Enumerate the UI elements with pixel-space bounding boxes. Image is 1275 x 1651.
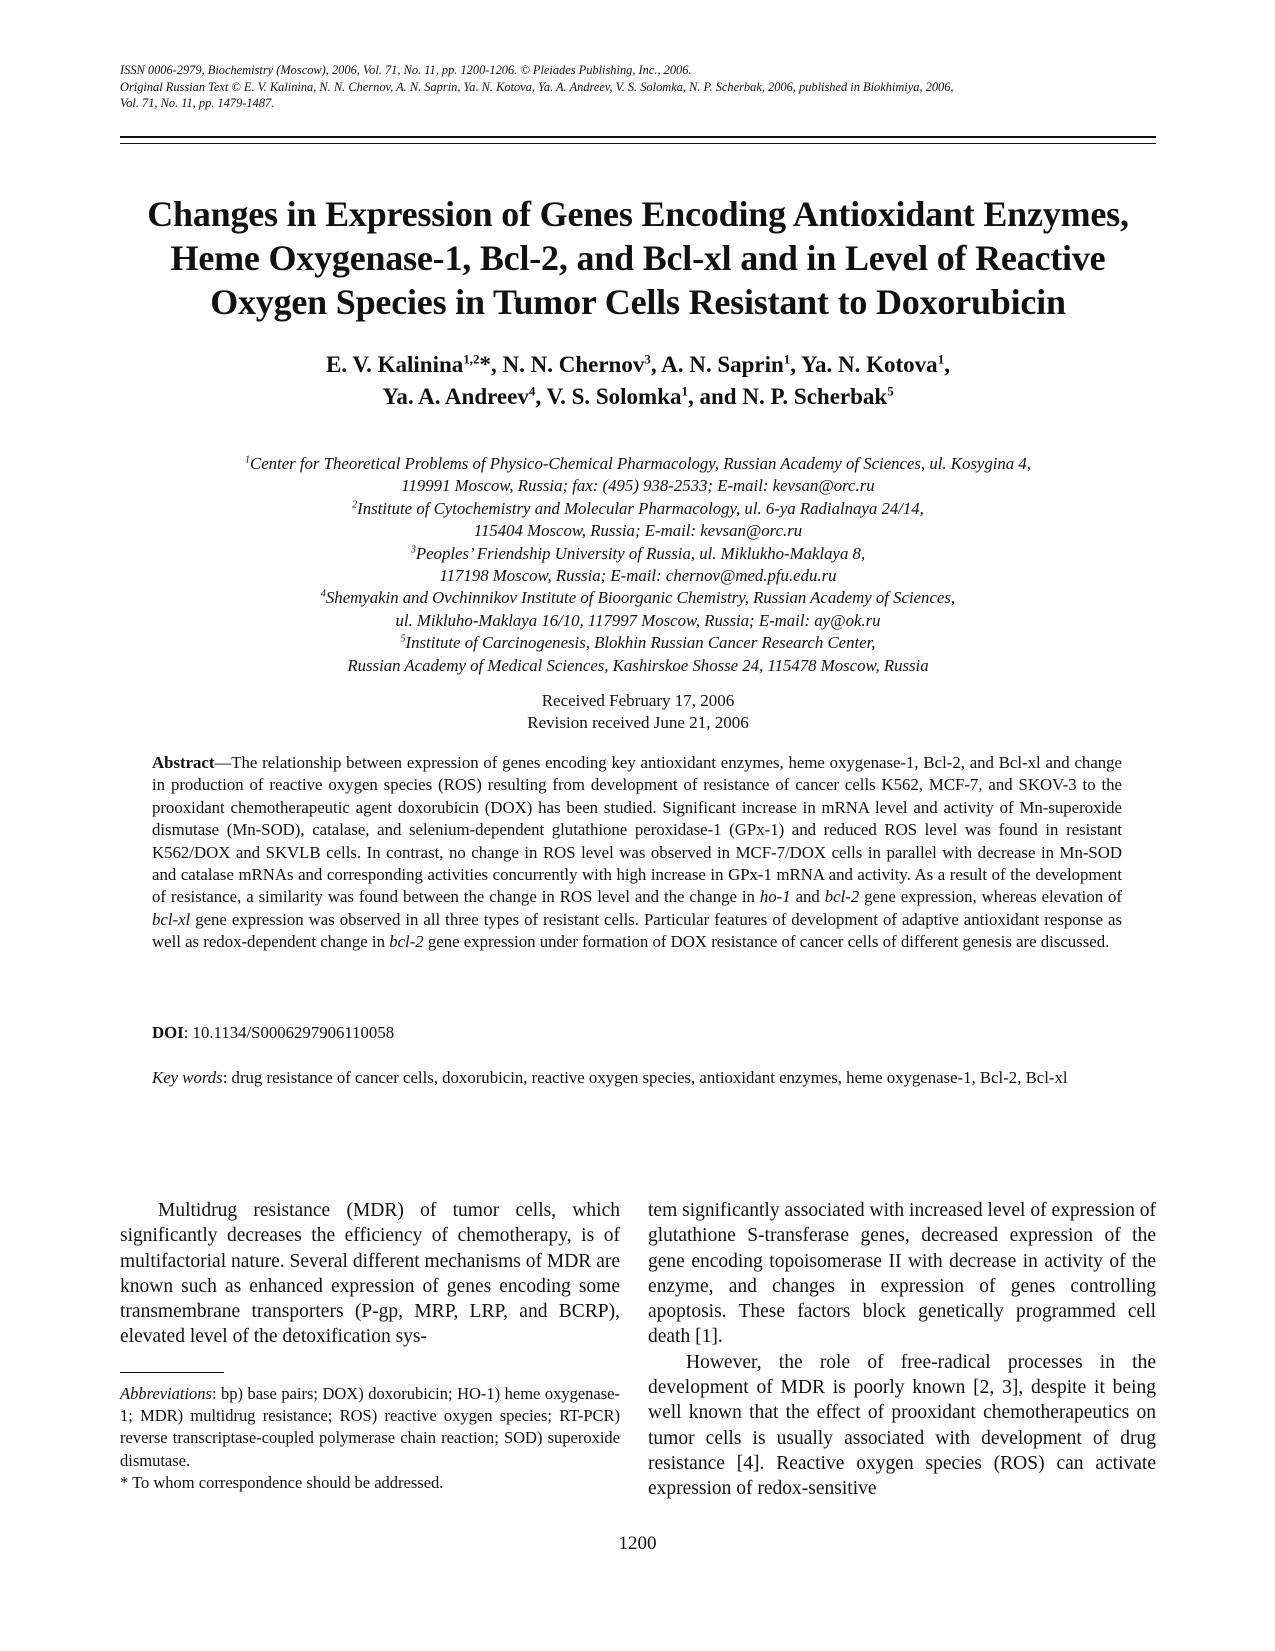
affiliation-text: Institute of Cytochemistry and Molecular Pharmacology, ul. 6-ya Radialnaya 24/14, (357, 498, 924, 518)
author-name: A. N. Saprin (661, 352, 784, 377)
correspondence-footnote: * To whom correspondence should be addressed. (120, 1472, 444, 1492)
keywords-value: : drug resistance of cancer cells, doxorubicin, reactive oxygen species, antioxidant enzymes, heme oxygenase-1, Bcl-2, Bcl-xl (222, 1068, 1068, 1087)
abstract-text: and (790, 887, 825, 907)
author-separator: , (944, 352, 950, 377)
author-affil-sup: 5 (887, 383, 894, 399)
author-separator: , (535, 384, 547, 409)
affiliation-sup: 1 (245, 454, 250, 466)
journal-header (120, 62, 1160, 112)
revision-date: Revision received June 21, 2006 (527, 713, 749, 732)
body-paragraph: Multidrug resistance (MDR) of tumor cells, which significantly decreases the efficiency of chemotherapy, is of multifactorial nature. Several different mechanisms of MDR are known such as enhanced expression of genes encoding some transmembrane transporters (P-gp, MRP, LRP, and BCRP), elevated level of the detoxification sys- (120, 1200, 620, 1348)
author-line-2 (100, 381, 1176, 413)
affiliation-line: Russian Academy of Medical Sciences, Kashirskoe Shosse 24, 115478 Moscow, Russia (347, 655, 929, 675)
abbreviations-footnote (120, 1383, 620, 1472)
body-paragraph: tem significantly associated with increased level of expression of glutathione S-transferase genes, decreased expression of the gene encoding topoisomerase II with decrease in activity of the enzyme, and changes in expression of genes controlling apoptosis. These factors block genetically programmed cell death [1]. (648, 1200, 1156, 1348)
affiliation-line (120, 498, 1156, 520)
author-list (100, 349, 1176, 413)
author-name: N. P. Scherbak (742, 384, 888, 409)
gene-name: bcl-2 (389, 932, 424, 952)
abbreviations-label: Abbreviations (120, 1384, 212, 1403)
abstract-text: gene expression, whereas elevation of (859, 887, 1123, 907)
doi (152, 1022, 1122, 1044)
abstract-text: —The relationship between expression of genes encoding key antioxidant enzymes, heme oxygenase-1, Bcl-2, and Bcl-xl and change in production of reactive oxygen species (ROS) resulting from development of resistance of cancer cells K562, MCF-7, and SKOV-3 to the prooxidant chemotherapeutic agent doxorubicin (DOX) has been studied. Significant increase in mRNA level and activity of Mn-superoxide dismutase (Mn-SOD), catalase, and selenium-dependent glutathione peroxidase-1 (GPx-1) and reduced ROS level was found in resistant K562/DOX and SKVLB cells. In contrast, no change in ROS level was observed in MCF-7/DOX cells in parallel with decrease in Mn-SOD and catalase mRNAs and corresponding activities concurrently with high increase in GPx-1 mRNA and activity. As a result of the development of resistance, a similarity was found between the change in ROS level and the change in (152, 753, 1122, 907)
affiliation-text: Institute of Carcinogenesis, Blokhin Russian Cancer Research Center, (405, 633, 876, 653)
author-separator: , and (688, 384, 743, 409)
body-paragraph: However, the role of free-radical processes in the development of MDR is poorly known [2, 3], despite it being well known that the effect of prooxidant chemotherapeutics on tumor cells is usually associated with development of drug resistance [4]. Reactive oxygen species (ROS) can activate expression of redox-sensitive (648, 1351, 1156, 1500)
affiliation-sup: 2 (352, 499, 358, 511)
doi-label: DOI (152, 1023, 184, 1042)
affiliation-line (120, 587, 1156, 609)
keywords-label: Key words (152, 1068, 223, 1087)
author-separator: , (650, 352, 662, 377)
author-name: Ya. A. Andreev (382, 384, 529, 409)
affiliation-line: 117198 Moscow, Russia; E-mail: chernov@med.pfu.edu.ru (439, 566, 837, 586)
body-column-right (648, 1198, 1156, 1502)
received-date: Received February 17, 2006 (541, 691, 735, 710)
body-column-left (120, 1198, 620, 1350)
header-line-1: ISSN 0006-2979, Biochemistry (Moscow), 2006, Vol. 71, No. 11, pp. 1200-1206. © Pleiades Publishing, Inc., 2006. (120, 63, 692, 77)
affiliation-line: ul. Mikluho-Maklaya 16/10, 117997 Moscow, Russia; E-mail: ay@ok.ru (395, 610, 881, 630)
affiliation-line (120, 543, 1156, 565)
affiliation-sup: 3 (410, 544, 416, 556)
author-line-1 (100, 349, 1176, 381)
footnote-rule (120, 1372, 224, 1373)
header-rule-thick (120, 136, 1156, 138)
author-name: Ya. N. Kotova (800, 352, 938, 377)
keywords (152, 1067, 1122, 1089)
affiliation-text: Center for Theoretical Problems of Physico-Chemical Pharmacology, Russian Academy of Sciences, ul. Kosygina 4, (250, 454, 1031, 473)
abstract-text: gene expression was observed in all three types of resistant cells. Particular features of development of adaptive antioxidant response as well as redox-dependent change in (152, 909, 1122, 952)
affiliation-text: Peoples’ Friendship University of Russia, ul. Miklukho-Maklaya 8, (415, 543, 866, 563)
title-line-3: Oxygen Species in Tumor Cells Resistant to Doxorubicin (210, 282, 1066, 322)
affiliation-text: Shemyakin and Ovchinnikov Institute of Bioorganic Chemistry, Russian Academy of Sciences, (325, 588, 956, 608)
author-affil-sup: 3 (644, 351, 651, 367)
author-separator: *, (479, 352, 503, 377)
affiliation-line (120, 453, 1156, 475)
article-dates (120, 690, 1156, 734)
author-affil-sup: 4 (528, 383, 536, 399)
author-name: N. N. Chernov (502, 352, 645, 377)
header-line-3: Vol. 71, No. 11, pp. 1479-1487. (120, 96, 275, 110)
author-affil-sup: 1 (681, 383, 689, 399)
abstract-label: Abstract (152, 753, 215, 772)
affiliation-line: 115404 Moscow, Russia; E-mail: kevsan@orc.ru (473, 521, 803, 541)
author-affil-sup: 1 (937, 351, 945, 367)
gene-name: ho-1 (759, 887, 791, 907)
title-line-1: Changes in Expression of Genes Encoding Antioxidant Enzymes, (147, 194, 1129, 234)
author-name: V. S. Solomka (546, 384, 682, 409)
abstract (152, 752, 1122, 954)
affiliation-sup: 4 (320, 588, 326, 600)
author-affil-sup: 1 (783, 351, 791, 367)
header-rule-thin (120, 143, 1156, 144)
doi-value: : 10.1134/S0006297906110058 (183, 1023, 395, 1042)
affiliations (120, 453, 1156, 677)
abbreviations-text: : bp) base pairs; DOX) doxorubicin; HO-1) heme oxygenase-1; MDR) multidrug resistance; ROS) reactive oxygen species; RT-PCR) reverse transcriptase-coupled polymerase chain reaction; SOD) superoxide dismutase. (120, 1384, 620, 1470)
gene-name: bcl-xl (152, 909, 191, 929)
gene-name: bcl-2 (824, 887, 860, 907)
article-title (100, 192, 1176, 324)
affiliation-sup: 5 (400, 633, 406, 645)
footnotes (120, 1383, 620, 1494)
affiliation-line: 119991 Moscow, Russia; fax: (495) 938-2533; E-mail: kevsan@orc.ru (401, 476, 875, 496)
abstract-text: gene expression under formation of DOX resistance of cancer cells of different genesis are discussed. (423, 932, 1110, 952)
page-number: 1200 (618, 1533, 657, 1554)
author-affil-sup: 1,2 (463, 351, 480, 367)
title-line-2: Heme Oxygenase-1, Bcl-2, and Bcl-xl and in Level of Reactive (170, 238, 1106, 278)
author-name: E. V. Kalinina (326, 352, 464, 377)
affiliation-line (120, 632, 1156, 654)
author-separator: , (790, 352, 801, 377)
header-line-2: Original Russian Text © E. V. Kalinina, N. N. Chernov, A. N. Saprin, Ya. N. Kotova, Ya. A. Andreev, V. S. Solomka, N. P. Scherbak, 2006, published in Biokhimiya, 2006, (120, 79, 954, 94)
